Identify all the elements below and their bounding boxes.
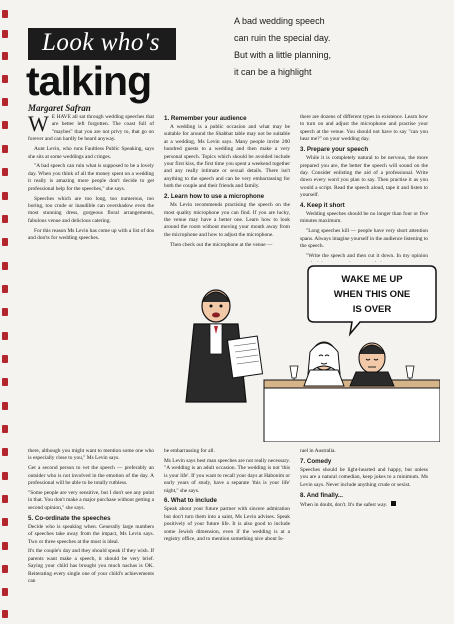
tablecloth [264,388,440,442]
cartoon-illustration [164,262,440,442]
spine-mark [2,448,8,456]
paragraph: While it is completely natural to be nervous, the more prepared you are, the better the speech will sound on the day. Consider enlisting the aid of a professional. Write down every word you plan to say. Then practise it as you would a script. Read the speech aloud, tape it and listen to yourself. [300,155,428,199]
section-heading: 6. What to include [164,497,217,505]
spine-mark [2,215,8,223]
speech-bubble-line-2: WHEN THIS ONE [333,289,411,300]
byline: Margaret Safran [28,103,91,113]
column-1 [28,111,154,245]
paragraph-text: E HAVE all sat through wedding speeches that are better left forgotten. The coast full of "maybes" that you are not privy to, that go on forever and can hardly be heard anyway. [28,114,154,143]
paragraph: "Long speeches kill — people have very short attention spans. Always imagine yourself in the audience listening to the speech. [300,228,429,250]
end-of-article-mark [391,501,396,506]
section-heading: 4. Keep it short [300,202,345,210]
spine-mark [2,610,8,618]
paragraph: Speeches which are too long, too numerous, too boring, too crude or inaudible can overshadow even the most stunning dress, gorgeous floral arrangements, fabulous venue and delicious catering. [28,195,154,224]
section-heading: 5. Co-ordinate the speeches [28,514,111,522]
paragraph: "Write the speech and then cut it down. In my opinion [306,253,428,260]
closing-text: When in doubt, don't. It's the safest way. [300,501,388,508]
spine-mark [2,168,8,176]
spine-mark [2,75,8,83]
spine-mark [2,332,8,340]
paragraph: Decide who is speaking when. Generally large numbers of speeches take away from the impact, Ms Levin says. Two or three speeches at the most is ideal. [28,523,154,545]
paragraph: Speak about your future partner with sincere admiration but don't turn them into a saint, Ms Levin advises. Speak positively of your future life. It is also good to include some Jewish dimension, even if the wedding is at a registry office, and to mention something nice about Is- [164,506,290,543]
spine-mark [2,472,8,480]
paragraph: Ms Levin recommends practising the speech on the most quality microphone you can find. If you are lucky, the venue may have a better one. Learn how to look around the room without moving your mouth away from the microphone and how to adjust the microphone. [164,202,290,238]
title-banner [28,28,176,60]
spine-mark [2,238,8,246]
paragraph: It's the couple's day and they should speak if they wish. If parents want make a speech, it should be very brief. Saying your child has brought you much nachas is OK. Reiterating every single one of your child's achievements can [28,548,154,585]
paragraph [300,501,428,509]
article-page [14,0,446,624]
title-banner-text: Look who's [42,29,161,56]
paragraph: Aunt Levin, who runs Faultless Public Speaking, says she sits at some weddings and cringes. [28,146,154,160]
spine-mark [2,30,8,38]
drop-cap: W [28,111,49,136]
paragraph [28,111,154,144]
paragraph: "A bad speech can ruin what is supposed to be a lovely day. When you think of all the money spent on a wedding it really is amazing more people don't decide to get professional help for the speeches," she says. [28,163,154,192]
spine-mark [2,355,8,363]
bottom-column-3 [300,448,428,512]
paragraph: rael in Australia. [300,448,336,454]
paragraph: there are dozens of different types in existence. Learn how to turn on and adjust the microphone and practise your speech at the venue. You should not have to say "can you hear me?" on your wedding day. [300,114,428,143]
paragraph: be embarrassing for all. [164,448,215,454]
section-heading: 1. Remember your audience [164,115,247,122]
section-heading: 8. And finally... [300,491,343,499]
paragraph: Wedding speeches should be no longer than four or five minutes maximum. [300,211,428,225]
spine-mark [2,425,8,433]
headline: talking [26,58,152,104]
spine-mark [2,495,8,503]
spine-mark [2,52,8,60]
column-2 [164,114,290,252]
spine-mark [2,262,8,270]
spine-mark [2,378,8,386]
spine-mark [2,542,8,550]
bottom-column-2 [164,448,290,546]
spine-mark [2,192,8,200]
pull-quote-line: But with a little planning, [234,50,332,60]
section-heading: 7. Comedy [300,457,332,465]
speech-bubble-line-3: IS OVER [352,304,392,315]
spine-mark [2,565,8,573]
section-heading: 2. Learn how to use a microphone [164,193,265,201]
pull-quote-line: it can be a highlight [234,67,312,77]
spine-marks [2,0,10,624]
section-heading: 3. Prepare your speech [300,146,369,154]
pull-quote-line: A bad wedding speech [234,16,325,26]
paragraph: Ms Levin says best man speeches are not really necessary. "A wedding is an adult occasion. The wedding is not 'this is your life'. If you want to recall your days at Habonim or early years of study, have a separate 'this is your life' night," she says. [164,457,290,494]
paragraph: Get a second person to vet the speech — preferably an outsider who is not involved in the emotion of the day. A professional will be able to be totally ruthless. [28,465,154,487]
paragraph: Speeches should be light-hearted and happy, but unless you are a natural comedian, keep jokes to a minimum. Ms Levin says. Never include anything crude or sexist. [300,466,428,488]
paragraph: Then check out the microphone at the venue — [170,241,273,248]
spine-mark [2,10,8,18]
paragraph: "Some people are very sensitive, but I don't see any point in that. You don't make a major purchase without getting a second opinion," she says. [28,490,154,511]
spine-mark [2,145,8,153]
paragraph: A wedding is a public occasion and what may be suitable for around the Shabbat table may not be suitable at a wedding, Ms Levin says. Many people invite 200 hundred guests to a wedding and then make a very personal speech. Topics which should be avoided include your first kiss, the first time you spent a weekend together and any really intimate or sexual details. There isn't anything to the speech and can be very embarrassing for both the couple and their friends and family. [164,124,290,190]
pull-quote [234,14,434,82]
paragraph: For this reason Ms Levin has come up with a list of dos and don'ts for wedding speeches. [28,227,154,242]
spine-mark [2,588,8,596]
spine-mark [2,121,8,129]
spine-mark [2,308,8,316]
column-3 [300,114,428,270]
spine-mark [2,402,8,410]
bottom-column-1 [28,448,154,588]
spine-mark [2,285,8,293]
spine-mark [2,98,8,106]
speech-bubble-line-1: WAKE ME UP [341,274,403,285]
paragraph: there, although you might want to mention some one who is especially close to you," Ms Levin says. [28,448,154,462]
pull-quote-line: can ruin the special day. [234,33,331,43]
spine-mark [2,518,8,526]
